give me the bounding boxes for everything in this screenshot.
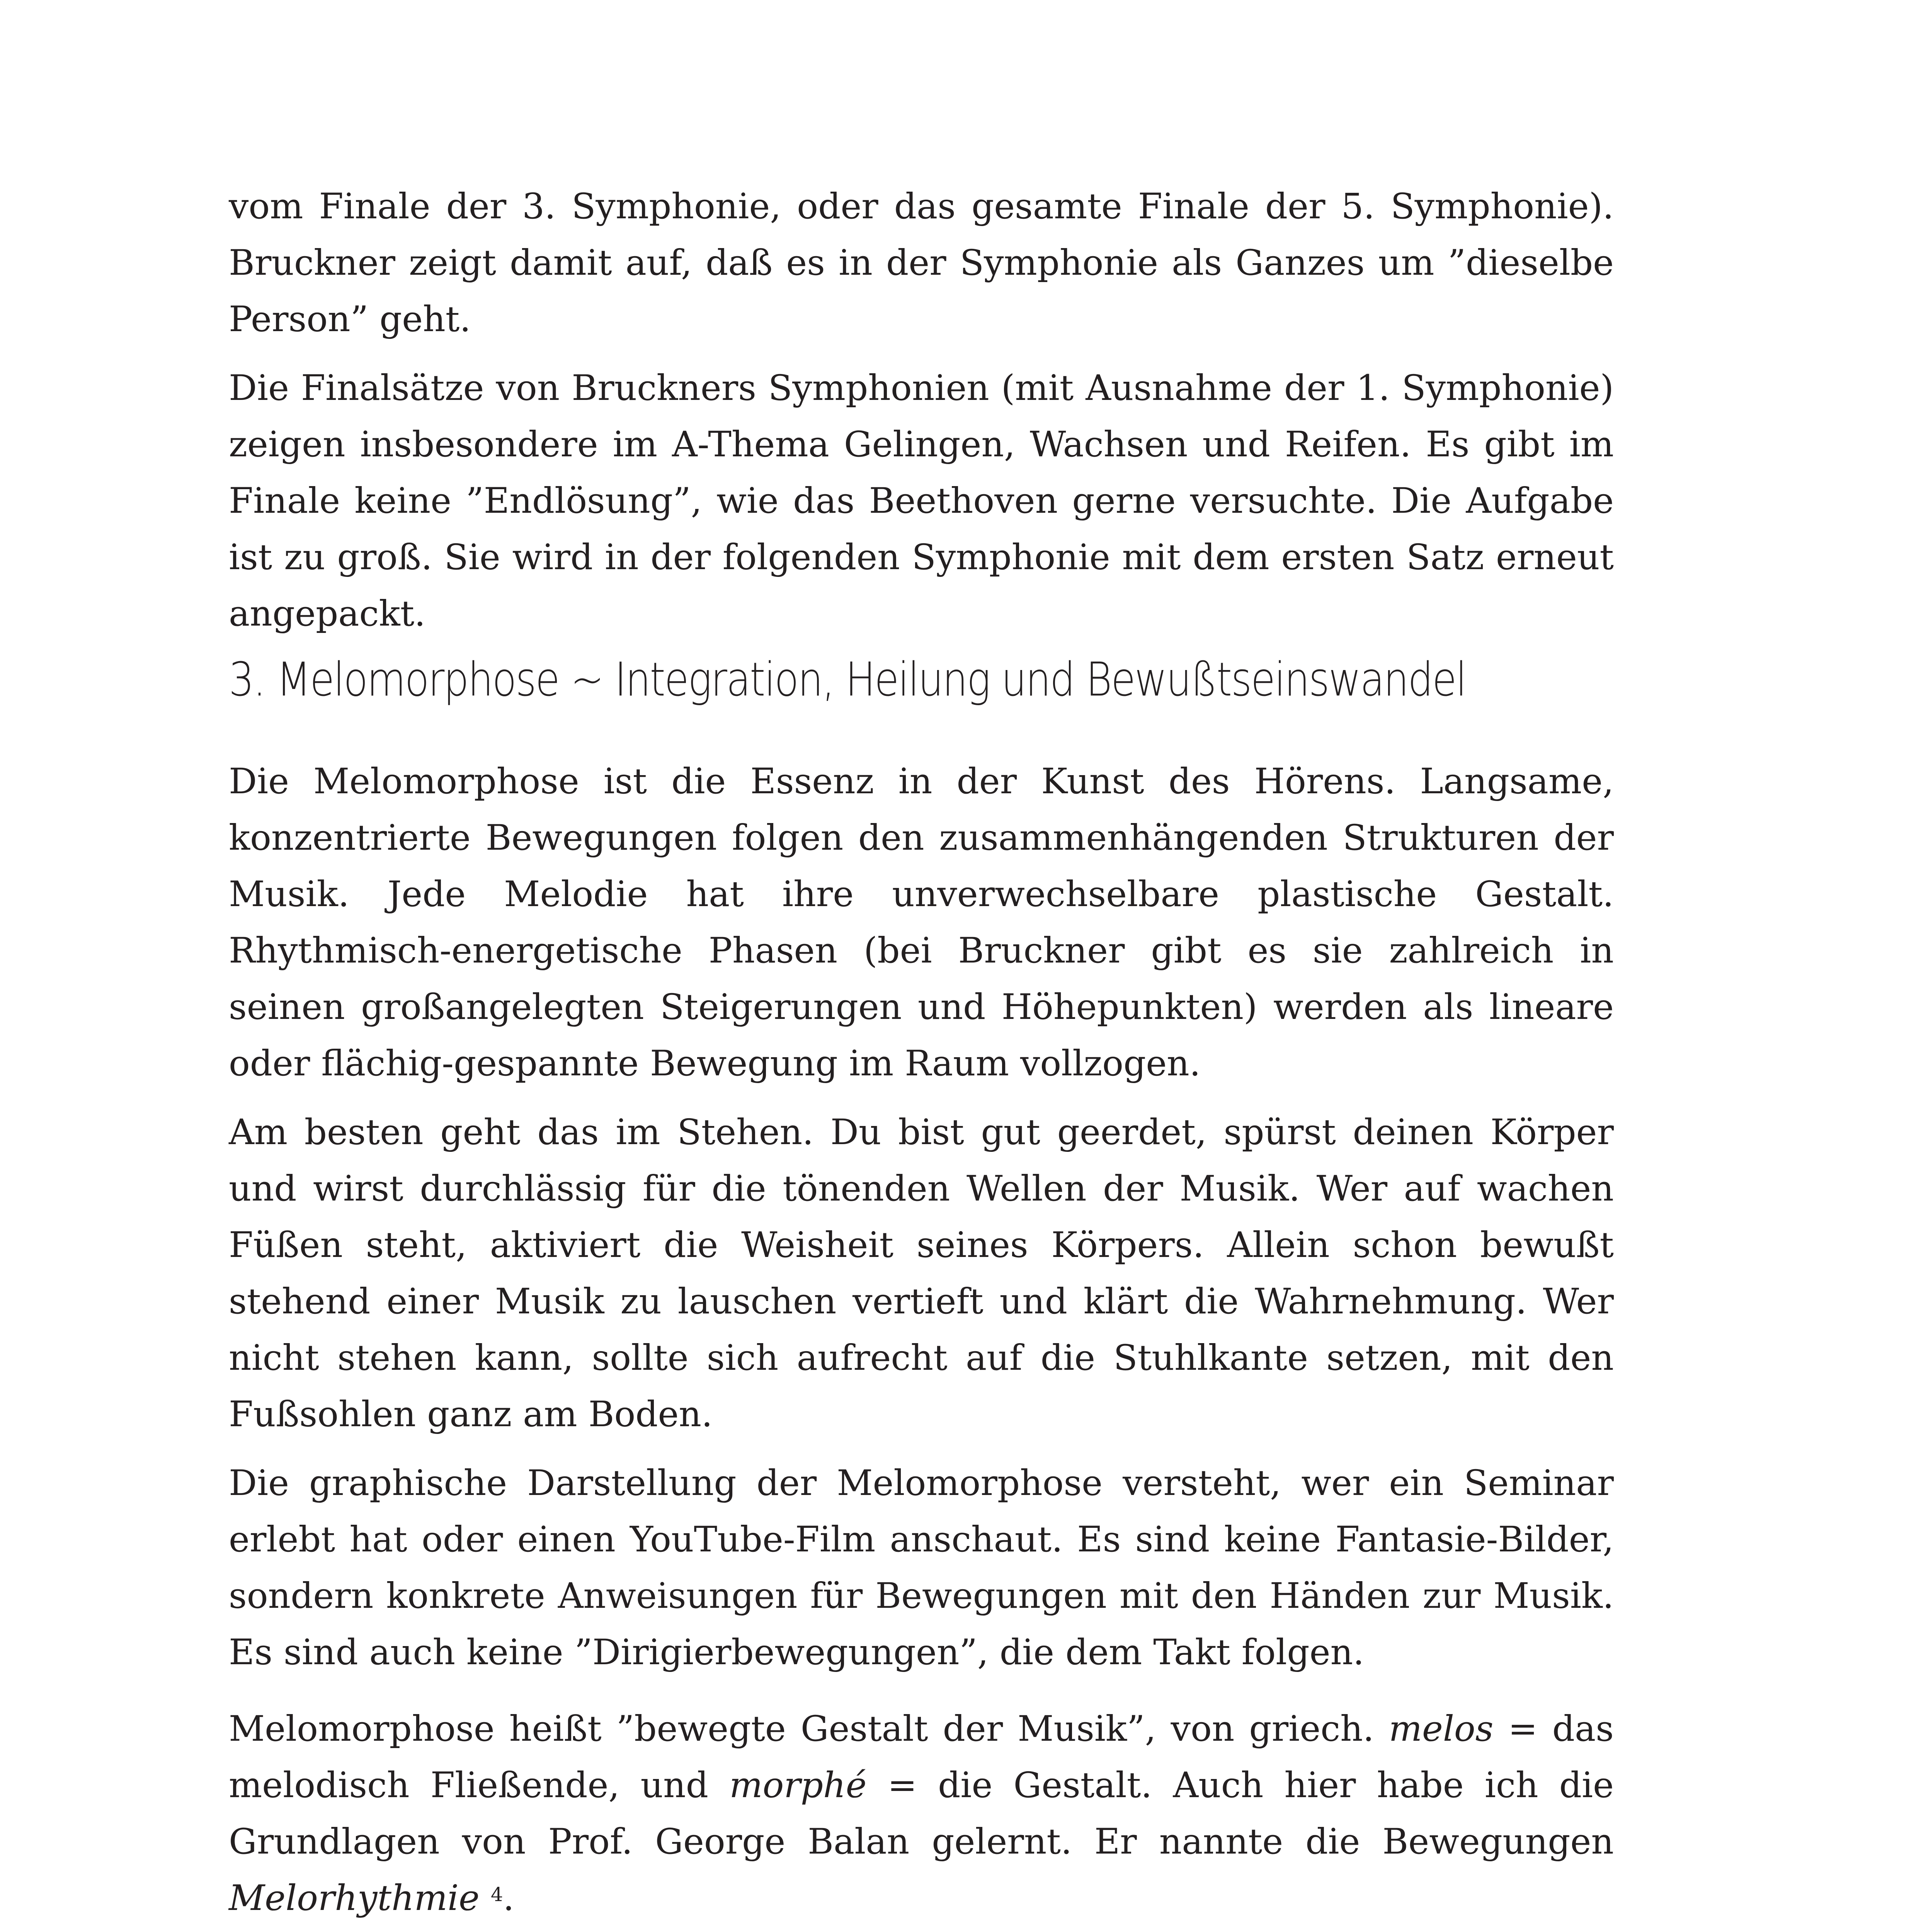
text-run: . (503, 1878, 514, 1918)
section-heading: 3. Melomorphose ~ Integration, Heilung und Bewußtseinswandel (229, 653, 1466, 707)
italic-term-melos: melos (1389, 1709, 1494, 1749)
section-text (229, 753, 1614, 1932)
italic-term-morphe: morphé (729, 1765, 867, 1806)
footnote-reference: 4 (490, 1883, 503, 1906)
paragraph: Die Melomorphose ist die Essenz in der Kunst des Hörens. Langsame, konzentrierte Bewegungen folgen den zusammenhängenden Strukturen der Musik. Jede Melodie hat ihre unverwechselbare plastische Gestalt. Rhythmisch-energetische Phasen (bei Bruckner gibt es sie zahlreich in seinen großangelegten Steigerungen und Höhepunkten) werden als lineare oder flächig-gespannte Bewegung im Raum vollzogen. (229, 761, 1614, 1084)
text-run: Melomorphose heißt ”bewegte Gestalt der Musik”, von griech. (229, 1709, 1389, 1749)
text-run: = das melodisch Fließende, und (229, 1709, 1614, 1806)
paragraph: Die graphische Darstellung der Melomorphose versteht, wer ein Seminar erlebt hat oder einen YouTube-Film anschaut. Es sind keine Fantasie-Bilder, sondern konkrete Anweisungen für Bewegungen mit den Händen zur Musik. Es sind auch keine ”Dirigierbewegungen”, die dem Takt folgen. (229, 1463, 1614, 1673)
paragraph: vom Finale der 3. Symphonie, oder das gesamte Finale der 5. Symphonie). Bruckner zeigt damit auf, daß es in der Symphonie als Ganzes um ”dieselbe Person” geht. (229, 186, 1614, 340)
text-run: = die Gestalt. Auch hier habe ich die Grundlagen von Prof. George Balan gelernt. Er nannte die Bewegungen (229, 1765, 1614, 1862)
italic-term-melorhythmie: Melorhythmie (229, 1878, 480, 1918)
paragraph-melomorphose-definition (229, 1701, 1614, 1927)
paragraph: Die Finalsätze von Bruckners Symphonien (mit Ausnahme der 1. Symphonie) zeigen insbesondere im A-Thema Gelingen, Wachsen und Reifen. Es gibt im Finale keine ”Endlösung”, wie das Beethoven gerne versuchte. Die Aufgabe ist zu groß. Sie wird in der folgenden Symphonie mit dem ersten Satz erneut angepackt. (229, 368, 1614, 634)
intro-text (229, 179, 1614, 642)
paragraph: Am besten geht das im Stehen. Du bist gut geerdet, spürst deinen Körper und wirst durchlässig für die tönenden Wellen der Musik. Wer auf wachen Füßen steht, aktiviert die Weisheit seines Körpers. Allein schon bewußt stehend einer Musik zu lauschen vertieft und klärt die Wahrnehmung. Wer nicht stehen kann, sollte sich aufrecht auf die Stuhlkante setzen, mit den Fußsohlen ganz am Boden. (229, 1112, 1614, 1435)
